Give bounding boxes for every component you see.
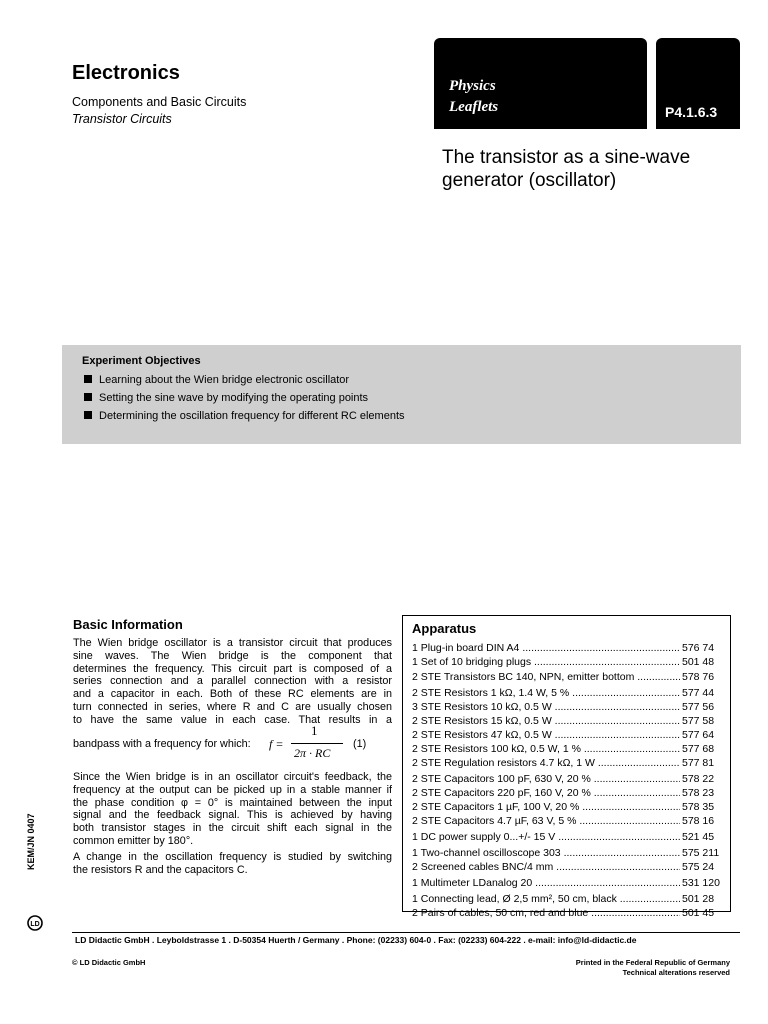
apparatus-item-name: 2 STE Capacitors 220 pF, 160 V, 20 % ..... bbox=[412, 787, 680, 799]
apparatus-catalog-number: 575 24 bbox=[682, 861, 715, 873]
apparatus-row bbox=[412, 893, 722, 905]
apparatus-catalog-number: 521 45 bbox=[682, 831, 715, 843]
footer-address: LD Didactic GmbH . Leyboldstrasse 1 . D-50354 Huerth / Germany . Phone: (02233) 604-0 . Fax: (02233) 604-222 . e-mail: info@ld-didactic.de bbox=[75, 935, 637, 945]
fraction-bar bbox=[291, 743, 343, 744]
printed-line: Technical alterations reserved bbox=[622, 968, 730, 977]
formula-f: f = bbox=[269, 737, 284, 751]
square-bullet-icon bbox=[84, 393, 92, 401]
apparatus-item-name: 2 STE Regulation resistors 4.7 kΩ, 1 W ..... bbox=[412, 757, 680, 769]
apparatus-row bbox=[412, 656, 722, 668]
formula-numerator: 1 bbox=[311, 723, 318, 738]
apparatus-item-name: 2 STE Resistors 47 kΩ, 0.5 W ..... bbox=[412, 729, 680, 741]
apparatus-item-name: 2 Screened cables BNC/4 mm ..... bbox=[412, 861, 680, 873]
leaflet-line-leaflets: Leaflets bbox=[449, 99, 499, 115]
apparatus-catalog-number: 531 120 bbox=[682, 877, 720, 889]
apparatus-catalog-number: 577 56 bbox=[682, 701, 715, 713]
formula-lead-text: bandpass with a frequency for which: bbox=[73, 738, 251, 750]
footer-divider bbox=[72, 932, 740, 933]
apparatus-row bbox=[412, 787, 722, 799]
objectives-heading: Experiment Objectives bbox=[82, 355, 201, 367]
apparatus-row bbox=[412, 815, 722, 827]
printed-line: Printed in the Federal Republic of Germany bbox=[575, 958, 730, 967]
apparatus-item-name: 1 Connecting lead, Ø 2,5 mm², 50 cm, black ..... bbox=[412, 893, 680, 905]
text-line: the phase condition φ = 0° is maintained between the input bbox=[73, 796, 392, 809]
objective-text: Learning about the Wien bridge electronic oscillator bbox=[99, 374, 350, 386]
apparatus-catalog-number: 578 22 bbox=[682, 773, 715, 785]
basic-paragraph-3 bbox=[73, 851, 392, 877]
apparatus-item-name: 1 Multimeter LDanalog 20 ..... bbox=[412, 877, 680, 889]
apparatus-catalog-number: 578 23 bbox=[682, 787, 715, 799]
apparatus-item-name: 1 Two-channel oscilloscope 303 ..... bbox=[412, 847, 680, 859]
headline-line: The transistor as a sine-wave bbox=[442, 147, 691, 168]
document-side-code: KEM/JN 0407 bbox=[26, 813, 36, 870]
objectives-panel bbox=[62, 345, 741, 444]
experiment-headline bbox=[442, 146, 742, 192]
text-line: turn connected in series, where R and C are usually chosen bbox=[73, 700, 392, 713]
apparatus-item-name: 2 STE Resistors 15 kΩ, 0.5 W ..... bbox=[412, 715, 680, 727]
text-line: A change in the oscillation frequency is studied by switching bbox=[73, 851, 392, 863]
basic-paragraph-2 bbox=[73, 771, 392, 848]
apparatus-catalog-number: 577 64 bbox=[682, 729, 715, 741]
apparatus-catalog-number: 577 58 bbox=[682, 715, 715, 727]
square-bullet-icon bbox=[84, 375, 92, 383]
apparatus-item-name: 2 STE Capacitors 1 µF, 100 V, 20 % ..... bbox=[412, 801, 680, 813]
headline-line: generator (oscillator) bbox=[442, 170, 617, 191]
apparatus-row bbox=[412, 687, 722, 699]
formula-number: (1) bbox=[353, 738, 367, 750]
frequency-formula bbox=[73, 723, 393, 766]
leaflet-code: P4.1.6.3 bbox=[665, 104, 718, 120]
text-line: the resistors R and the capacitors C. bbox=[73, 863, 248, 876]
objective-text: Setting the sine wave by modifying the operating points bbox=[99, 392, 369, 404]
apparatus-catalog-number: 578 35 bbox=[682, 801, 715, 813]
apparatus-catalog-number: 501 28 bbox=[682, 893, 715, 905]
apparatus-catalog-number: 576 74 bbox=[682, 642, 715, 654]
apparatus-item-name: 2 STE Capacitors 4.7 µF, 63 V, 5 % ..... bbox=[412, 815, 680, 827]
apparatus-item-name: 1 DC power supply 0...+/- 15 V ..... bbox=[412, 831, 680, 843]
text-line: signal and the feedback signal. This is achieved by having bbox=[73, 809, 392, 822]
physics-leaflets-banner bbox=[434, 38, 647, 129]
apparatus-item-name: 3 STE Resistors 10 kΩ, 0.5 W ..... bbox=[412, 701, 680, 713]
apparatus-catalog-number: 501 48 bbox=[682, 656, 715, 668]
apparatus-row bbox=[412, 642, 722, 654]
apparatus-row bbox=[412, 877, 722, 889]
apparatus-row bbox=[412, 729, 722, 741]
basic-information-heading: Basic Information bbox=[73, 617, 183, 632]
apparatus-row bbox=[412, 701, 722, 713]
apparatus-catalog-number: 578 76 bbox=[682, 671, 715, 683]
apparatus-catalog-number: 577 68 bbox=[682, 743, 715, 755]
text-line: Since the Wien bridge is in an oscillator circuit's feedback, the bbox=[73, 771, 392, 783]
ld-logo-icon bbox=[27, 915, 43, 936]
apparatus-item-name: 1 Set of 10 bridging plugs ..... bbox=[412, 656, 680, 668]
apparatus-catalog-number: 501 45 bbox=[682, 907, 715, 919]
objective-item bbox=[84, 410, 405, 422]
text-line: common emitter by 180°. bbox=[73, 834, 194, 847]
text-line: to have the same value in each case. That results in a bbox=[73, 713, 392, 726]
text-line: and a capacitor in each. Both of these RC elements are in bbox=[73, 688, 392, 701]
apparatus-item-name: 2 STE Resistors 1 kΩ, 1.4 W, 5 % ..... bbox=[412, 687, 680, 699]
logo-text: LD bbox=[30, 921, 40, 928]
apparatus-row bbox=[412, 743, 722, 755]
apparatus-row bbox=[412, 757, 722, 769]
footer-printed-note bbox=[576, 958, 730, 978]
topic-subtitle-italic: Transistor Circuits bbox=[72, 112, 172, 126]
basic-paragraph-1 bbox=[73, 637, 392, 727]
section-title: Electronics bbox=[72, 62, 180, 84]
leaflet-line-physics: Physics bbox=[449, 78, 496, 94]
apparatus-item-name: 2 STE Transistors BC 140, NPN, emitter bottom ..... bbox=[412, 671, 680, 683]
topic-subtitle: Components and Basic Circuits bbox=[72, 95, 247, 109]
text-line: determines the frequency. This circuit part is composed of a bbox=[73, 662, 392, 675]
apparatus-row bbox=[412, 715, 722, 727]
apparatus-row bbox=[412, 773, 722, 785]
objective-text: Determining the oscillation frequency for different RC elements bbox=[99, 410, 405, 422]
text-line: series connection and a parallel connection with a resistor bbox=[73, 675, 392, 688]
apparatus-heading: Apparatus bbox=[412, 621, 477, 636]
apparatus-row bbox=[412, 847, 722, 859]
formula-denominator: 2π · RC bbox=[294, 746, 331, 760]
apparatus-row bbox=[412, 907, 722, 919]
apparatus-box bbox=[402, 615, 731, 919]
apparatus-row bbox=[412, 831, 722, 843]
apparatus-row bbox=[412, 861, 722, 873]
objective-item bbox=[84, 374, 349, 386]
text-line: The Wien bridge oscillator is a transistor circuit that produces bbox=[73, 637, 392, 649]
apparatus-catalog-number: 578 16 bbox=[682, 815, 715, 827]
text-line: frequency at the output can be picked up in a stable manner if bbox=[73, 783, 392, 796]
apparatus-item-name: 2 Pairs of cables, 50 cm, red and blue ..... bbox=[412, 907, 680, 919]
leaflet-code-box bbox=[656, 38, 740, 129]
square-bullet-icon bbox=[84, 411, 92, 419]
apparatus-row bbox=[412, 801, 722, 813]
apparatus-catalog-number: 577 81 bbox=[682, 757, 715, 769]
text-line: both transistor stages in the circuit shift each signal in the bbox=[73, 822, 392, 835]
apparatus-item-name: 2 STE Capacitors 100 pF, 630 V, 20 % ..... bbox=[412, 773, 680, 785]
apparatus-catalog-number: 577 44 bbox=[682, 687, 715, 699]
objective-item bbox=[84, 392, 368, 404]
text-line: sine waves. The Wien bridge is the component that bbox=[73, 649, 392, 662]
apparatus-catalog-number: 575 211 bbox=[682, 847, 720, 859]
apparatus-row bbox=[412, 671, 722, 683]
apparatus-item-name: 2 STE Resistors 100 kΩ, 0.5 W, 1 % ..... bbox=[412, 743, 680, 755]
footer-copyright: © LD Didactic GmbH bbox=[72, 958, 146, 967]
apparatus-item-name: 1 Plug-in board DIN A4 ..... bbox=[412, 642, 680, 654]
